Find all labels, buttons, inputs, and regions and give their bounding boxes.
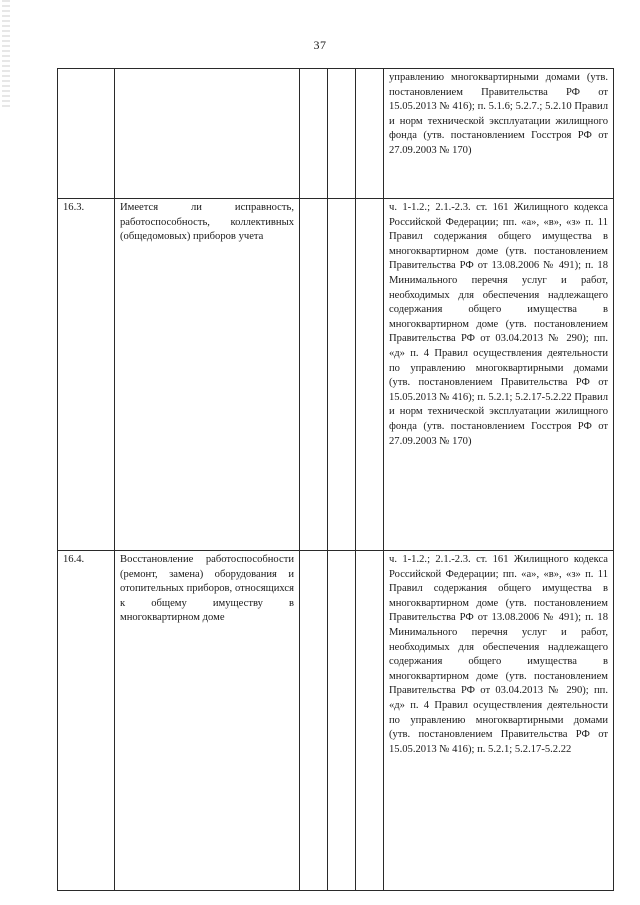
requirement-cell [115,69,300,199]
row-number-cell: 16.4. [58,551,115,891]
scan-edge-artifact [2,0,10,110]
requirements-table [57,68,614,891]
answer-na-cell [356,69,384,199]
answer-na-cell [356,199,384,551]
legal-reference-cell: ч. 1-1.2.; 2.1.-2.3. ст. 161 Жилищного кодекса Российской Федерации; пп. «а», «в», «з» п. 11 Правил содержания общего имущества в многоквартирном доме (утв. постановлением Правительства РФ от 13.08.2006 № 491); п. 18 Минимального перечня услуг и работ, необходимых для обеспечения надлежащего содержания общего имущества в многоквартирном доме (утв. постановлением Правительства РФ от 03.04.2013 № 290); пп. «д» п. 4 Правил осуществления деятельности по управлению многоквартирными домами (утв. постановлением Правительства РФ от 15.05.2013 № 416); п. 5.2.1; 5.2.17-5.2.22 Правил и норм технической эксплуатации жилищного фонда (утв. постановлением Госстроя РФ от 27.09.2003 № 170) [384,199,614,551]
row-number-cell [58,69,115,199]
page-number: 37 [313,38,327,52]
answer-no-cell [328,551,356,891]
table-row [58,199,614,551]
answer-yes-cell [300,551,328,891]
answer-na-cell [356,551,384,891]
legal-reference-cell: управлению многоквартирными домами (утв. постановлением Правительства РФ от 15.05.2013 № 416); п. 5.1.6; 5.2.7.; 5.2.10 Правил и норм технической эксплуатации жилищного фонда (утв. постановлением Госстроя РФ от 27.09.2003 № 170) [384,69,614,199]
table-row [58,69,614,199]
table-row [58,551,614,891]
answer-no-cell [328,199,356,551]
row-number-cell: 16.3. [58,199,115,551]
answer-yes-cell [300,69,328,199]
legal-reference-cell: ч. 1-1.2.; 2.1.-2.3. ст. 161 Жилищного кодекса Российской Федерации; пп. «а», «в», «з» п. 11 Правил содержания общего имущества в многоквартирном доме (утв. постановлением Правительства РФ от 13.08.2006 № 491); п. 18 Минимального перечня услуг и работ, необходимых для обеспечения надлежащего содержания общего имущества в многоквартирном доме (утв. постановлением Правительства РФ от 03.04.2013 № 290); пп. «д» п. 4 Правил осуществления деятельности по управлению многоквартирными домами (утв. постановлением Правительства РФ от 15.05.2013 № 416); п. 5.2.1; 5.2.17-5.2.22 [384,551,614,891]
answer-no-cell [328,69,356,199]
requirement-cell: Восстановление работоспособности (ремонт, замена) оборудования и отопительных приборов, относящихся к общему имуществу в многоквартирном доме [115,551,300,891]
requirement-cell: Имеется ли исправность, работоспособность, коллективных (общедомовых) приборов учета [115,199,300,551]
answer-yes-cell [300,199,328,551]
